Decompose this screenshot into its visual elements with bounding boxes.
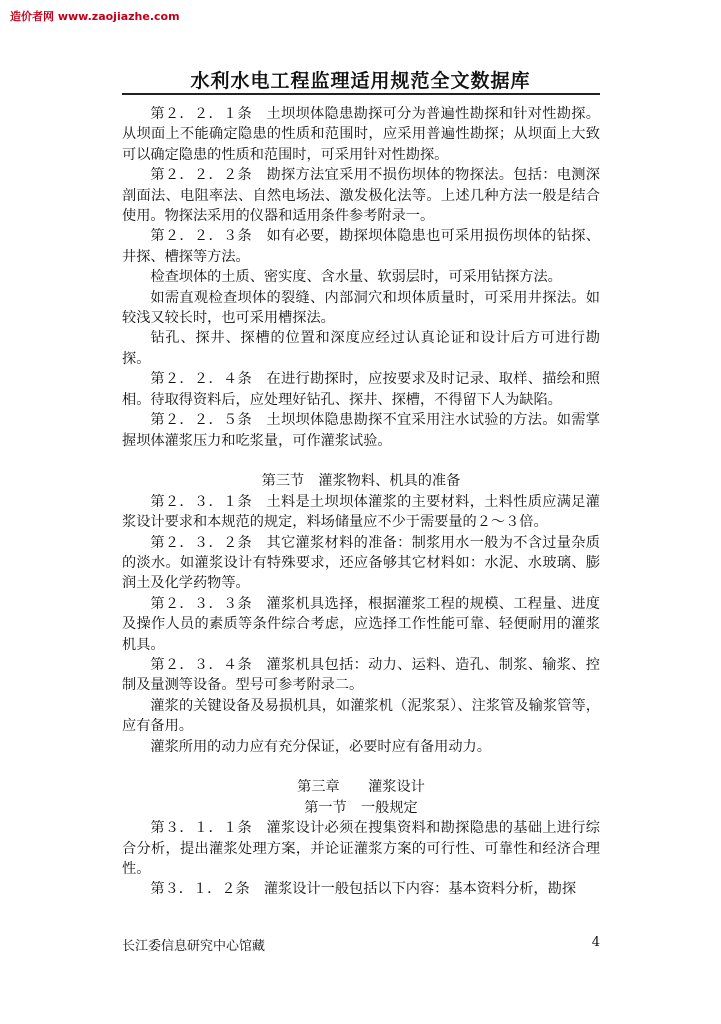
page-header-title: 水利水电工程监理适用规范全文数据库 (190, 70, 531, 92)
section-heading: 第一节 一般规定 (304, 799, 418, 816)
paragraph: 第２．３．１条 土料是土坝坝体灌浆的主要材料，土料性质应满足灌浆设计要求和本规范的规定，料场储量应不少于需要量的２～３倍。 (122, 493, 600, 531)
paragraph: 第２．３．３条 灌浆机具选择，根据灌浆工程的规模、工程量、进度及操作人员的素质等条件综合考虑，应选择工作性能可靠、轻便耐用的灌浆机具。 (122, 595, 600, 653)
paragraph: 第２．２．３条 如有必要，勘探坝体隐患也可采用损伤坝体的钻探、井探、槽探等方法。 (122, 228, 600, 265)
section-heading: 第三节 灌浆物料、机具的准备 (261, 473, 461, 490)
paragraph: 灌浆所用的动力应有充分保证，必要时应有备用动力。 (150, 738, 491, 755)
page-number: 4 (591, 935, 600, 950)
paragraph: 第３．１．２条 灌浆设计一般包括以下内容：基本资料分析，勘探 (150, 881, 577, 898)
paragraph: 第２．３．４条 灌浆机具包括：动力、运料、造孔、制浆、输浆、控制及量测等设备。型号可参考附录二。 (122, 656, 600, 694)
paragraph: 第２．２．１条 土坝坝体隐患勘探可分为普遍性勘探和针对性勘探。从坝面上不能确定隐患的性质和范围时，应采用普遍性勘探；从坝面上大致可以确定隐患的性质和范围时，可采用针对性勘探。 (122, 106, 600, 163)
footer-source: 长江委信息研究中心馆藏 (122, 939, 266, 954)
paragraph: 第２．２．５条 土坝坝体隐患勘探不宜采用注水试验的方法。如需掌握坝体灌浆压力和吃浆量，可作灌浆试验。 (122, 412, 600, 449)
paragraph: 灌浆的关键设备及易损机具，如灌浆机（泥浆泵）、注浆管及输浆管等，应有备用。 (122, 697, 600, 735)
paragraph: 第２．２．４条 在进行勘探时，应按要求及时记录、取样、描绘和照相。待取得资料后，应处理好钻孔、探井、探槽，不得留下人为缺陷。 (122, 371, 600, 408)
paragraph: 第２．３．２条 其它灌浆材料的准备：制浆用水一般为不含过量杂质的淡水。如灌浆设计有特殊要求，还应备够其它材料如：水泥、水玻璃、膨润土及化学药物等。 (122, 534, 600, 592)
paragraph: 检查坝体的土质、密实度、含水量、软弱层时，可采用钻探方法。 (150, 269, 562, 286)
paragraph: 钻孔、探井、探槽的位置和深度应经过认真论证和设计后方可进行勘探。 (122, 330, 600, 367)
document-body (122, 104, 600, 900)
section-heading: 第三章 灌浆设计 (297, 779, 425, 796)
watermark-text: 造价者网 www.zaojiazhe.com (10, 10, 180, 23)
header-divider (122, 93, 600, 95)
paragraph: 第３．１．１条 灌浆设计必须在搜集资料和勘探隐患的基础上进行综合分析，提出灌浆处理方案，并论证灌浆方案的可行性、可靠性和经济合理性。 (122, 820, 600, 877)
paragraph: 第２．２．２条 勘探方法宜采用不损伤坝体的物探法。包括：电测深剖面法、电阻率法、自然电场法、激发极化法等。上述几种方法一般是结合使用。物探法采用的仪器和适用条件参考附录一。 (122, 167, 600, 225)
paragraph: 如需直观检查坝体的裂缝、内部洞穴和坝体质量时，可采用井探法。如较浅又较长时，也可采用槽探法。 (122, 289, 600, 327)
